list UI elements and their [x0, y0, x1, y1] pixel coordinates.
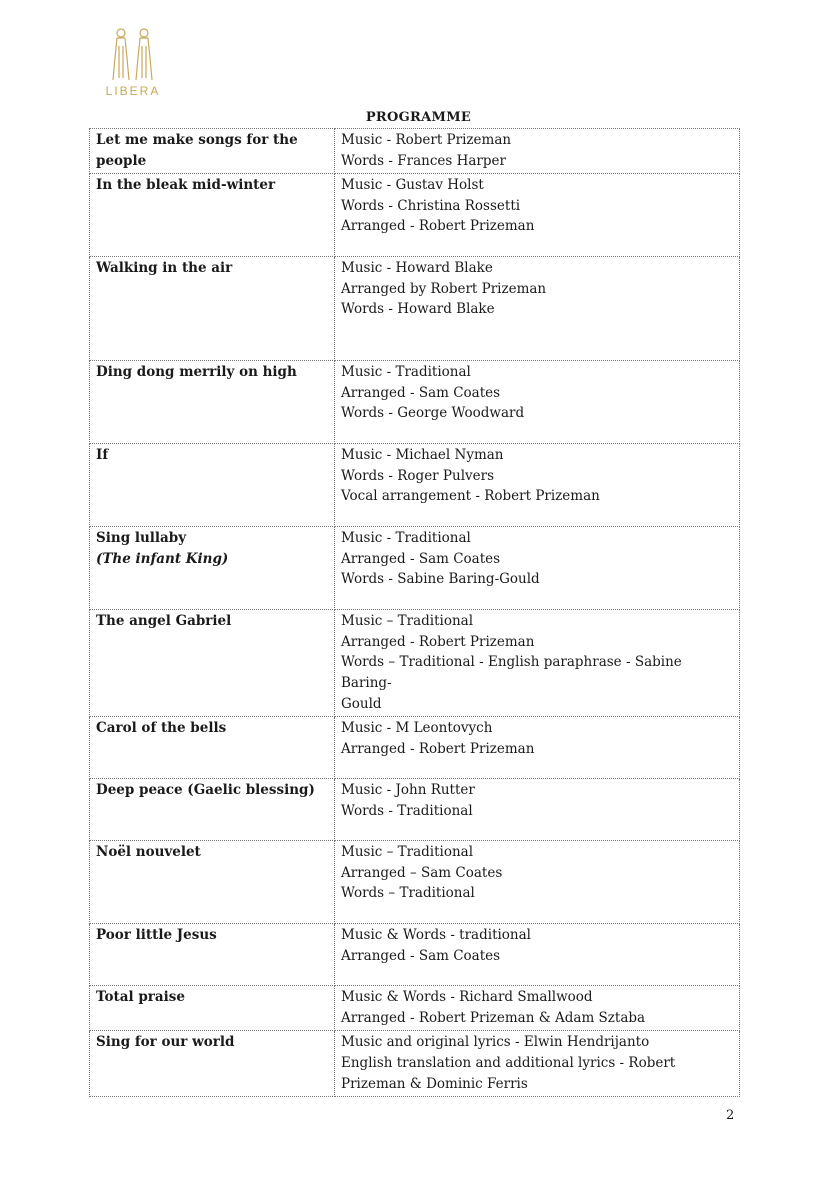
credit-line: English translation and additional lyrics - Robert — [341, 1054, 676, 1071]
piece-credits — [335, 1031, 740, 1097]
credit-line: Arranged - Robert Prizeman — [341, 740, 535, 757]
credit-line: Music - Michael Nyman — [341, 447, 504, 464]
credit-line: Music - M Leontovych — [341, 720, 493, 737]
credit-line: Arranged – Sam Coates — [341, 864, 503, 881]
page-number: 2 — [726, 1108, 735, 1123]
credit-line: Music - John Rutter — [341, 782, 475, 799]
piece-credits — [335, 129, 740, 174]
piece-credits — [335, 257, 740, 361]
table-row — [90, 986, 740, 1031]
table-row — [90, 717, 740, 779]
piece-title: In the bleak mid-winter — [90, 174, 335, 257]
table-row — [90, 527, 740, 610]
piece-title: Ding dong merrily on high — [90, 361, 335, 444]
table-row — [90, 610, 740, 717]
credit-line: Words – Traditional — [341, 885, 475, 902]
piece-subtitle: (The infant King) — [96, 550, 229, 567]
piece-title: Noël nouvelet — [90, 841, 335, 924]
piece-title: Sing for our world — [90, 1031, 335, 1097]
piece-credits — [335, 841, 740, 924]
piece-credits — [335, 986, 740, 1031]
piece-title — [90, 527, 335, 610]
table-row — [90, 361, 740, 444]
libera-logo — [96, 24, 170, 108]
credit-line: Music - Robert Prizeman — [341, 132, 512, 148]
page-title: PROGRAMME — [365, 110, 472, 125]
piece-credits — [335, 361, 740, 444]
credit-line: Music - Howard Blake — [341, 260, 493, 277]
piece-title: Poor little Jesus — [90, 924, 335, 986]
credit-line: Arranged - Sam Coates — [341, 384, 501, 401]
table-row — [90, 924, 740, 986]
credit-line: Arranged - Robert Prizeman & Adam Sztaba — [341, 1009, 646, 1026]
piece-credits — [335, 527, 740, 610]
piece-credits — [335, 779, 740, 841]
credit-line: Music - Traditional — [341, 364, 471, 381]
credit-line: Words - Roger Pulvers — [341, 467, 495, 484]
piece-credits — [335, 717, 740, 779]
credit-line: Music - Traditional — [341, 530, 471, 547]
table-row — [90, 257, 740, 361]
piece-title: Let me make songs for the people — [90, 129, 335, 174]
piece-credits — [335, 610, 740, 717]
credit-line: Music - Gustav Holst — [341, 177, 484, 194]
piece-title: Walking in the air — [90, 257, 335, 361]
credit-line: Arranged - Robert Prizeman — [341, 218, 535, 235]
table-row — [90, 129, 740, 174]
table-row — [90, 841, 740, 924]
credit-line: Words - Traditional — [341, 802, 473, 819]
credit-line: Words – Traditional - English paraphrase - Sabine Baring- — [341, 654, 682, 691]
credit-line: Arranged - Robert Prizeman — [341, 633, 535, 650]
piece-title: Deep peace (Gaelic blessing) — [90, 779, 335, 841]
piece-credits — [335, 924, 740, 986]
piece-title: Total praise — [90, 986, 335, 1031]
credit-line: Vocal arrangement - Robert Prizeman — [341, 488, 600, 505]
credit-line: Music & Words - Richard Smallwood — [341, 989, 593, 1006]
credit-line: Music & Words - traditional — [341, 927, 531, 944]
piece-credits — [335, 174, 740, 257]
piece-title: Carol of the bells — [90, 717, 335, 779]
credit-line: Words - George Woodward — [341, 405, 525, 422]
credit-line: Words - Howard Blake — [341, 301, 495, 318]
credit-line: Arranged - Sam Coates — [341, 550, 501, 567]
piece-credits — [335, 444, 740, 527]
piece-title: The angel Gabriel — [90, 610, 335, 717]
piece-title: If — [90, 444, 335, 527]
credit-line: Words - Christina Rossetti — [341, 197, 521, 214]
programme-table — [89, 128, 740, 1097]
credit-line: Words - Frances Harper — [341, 152, 506, 169]
table-row — [90, 1031, 740, 1097]
credit-line: Music and original lyrics - Elwin Hendrijanto — [341, 1034, 650, 1051]
table-row — [90, 174, 740, 257]
credit-line: Words - Sabine Baring-Gould — [341, 571, 540, 588]
credit-line: Arranged by Robert Prizeman — [341, 280, 547, 297]
piece-title-main: Sing lullaby — [96, 530, 187, 547]
credit-line: Music – Traditional — [341, 844, 474, 861]
table-row — [90, 444, 740, 527]
choir-figures-icon — [96, 24, 170, 84]
logo-text: LIBERA — [105, 84, 161, 98]
credit-line: Gould — [341, 695, 382, 712]
credit-line: Arranged - Sam Coates — [341, 947, 501, 964]
table-row — [90, 779, 740, 841]
credit-line: Music – Traditional — [341, 613, 474, 630]
credit-line: Prizeman & Dominic Ferris — [341, 1075, 528, 1092]
